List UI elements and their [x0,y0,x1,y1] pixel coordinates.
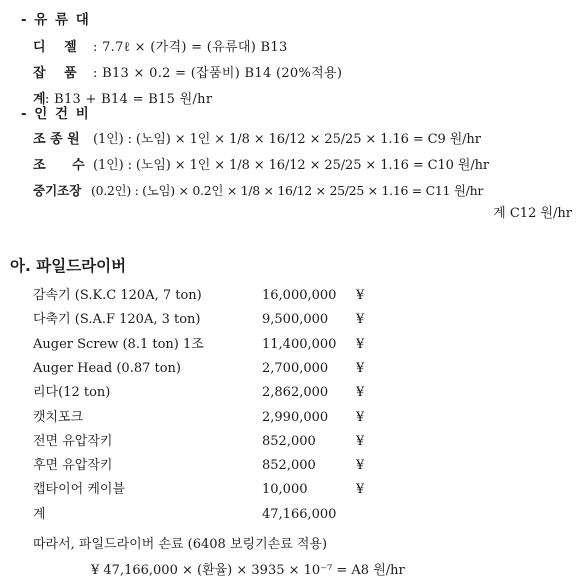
item-name: 계 [33,506,46,522]
fuel-total-formula: : B13 + B14 = B15 원/hr [45,92,213,107]
fuel-misc-row [33,66,342,82]
yen-symbol: ¥ [356,433,365,449]
item-name: 전면 유압작키 [33,433,113,449]
pile-driver-note: 따라서, 파일드라이버 손료 (6408 보링기손료 적용) [33,537,328,552]
item-amount: 10,000 [262,482,308,498]
foreman-formula: (0.2인) : (노임) × 0.2인 × 1/8 × 16/12 × 25/25 × 1.16 = C11 원/hr [91,183,483,198]
item-name: 리다(12 ton) [33,385,111,401]
item-amount: 2,990,000 [262,409,329,425]
fuel-diesel-row [33,40,288,56]
labor-operator-row [33,132,481,148]
item-name: 캡타이어 케이블 [33,482,126,498]
diesel-label: 디 젤 [33,40,77,55]
operator-label: 조 종 원 [33,132,80,147]
misc-formula: : B13 × 0.2 = (잡품비) B14 (20%적용) [93,66,343,81]
yen-symbol: ¥ [356,458,365,474]
item-amount: 16,000,000 [262,288,337,303]
yen-symbol: ¥ [356,312,365,328]
fuel-cost-heading: - 유 류 대 [21,12,91,28]
item-name: 캣치포크 [33,409,84,425]
yen-symbol: ¥ [356,385,365,401]
item-amount: 47,166,000 [262,506,337,522]
labor-foreman-row [33,183,483,199]
foreman-label: 중기조장 [33,183,82,198]
assistant-label: 조 수 [33,158,85,173]
pile-driver-formula: ¥ 47,166,000 × (환율) × 3935 × 10⁻⁷ = A8 원/hr [91,563,405,578]
item-name: 다축기 (S.A.F 120A, 3 ton) [33,312,201,328]
item-amount: 2,862,000 [262,385,329,401]
yen-symbol: ¥ [356,409,365,425]
item-amount: 2,700,000 [262,360,329,376]
assistant-formula: (1인) : (노임) × 1인 × 1/8 × 16/12 × 25/25 × 1.16 = C10 원/hr [93,158,489,173]
diesel-formula: : 7.7ℓ × (가격) = (유류대) B13 [93,40,288,55]
operator-formula: (1인) : (노임) × 1인 × 1/8 × 16/12 × 25/25 × 1.16 = C9 원/hr [93,132,481,147]
yen-symbol: ¥ [356,482,365,498]
yen-symbol: ¥ [356,360,365,376]
yen-symbol: ¥ [356,336,365,352]
item-name: 감속기 (S.K.C 120A, 7 ton) [33,288,202,303]
pile-driver-heading: 아. 파일드라이버 [10,257,127,275]
labor-cost-heading: - 인 건 비 [21,106,91,122]
item-name: 후면 유압작키 [33,458,113,474]
item-amount: 852,000 [262,458,316,474]
yen-symbol: ¥ [356,288,365,303]
item-name: Auger Screw (8.1 ton) 1조 [33,336,204,352]
fuel-total-label: 계 [33,92,46,107]
item-amount: 852,000 [262,433,316,449]
misc-label: 잡 품 [33,66,77,81]
labor-total: 계 C12 원/hr [493,206,572,221]
item-name: Auger Head (0.87 ton) [33,360,182,376]
item-amount: 11,400,000 [262,336,337,352]
labor-assistant-row [33,158,489,174]
item-amount: 9,500,000 [262,312,329,328]
